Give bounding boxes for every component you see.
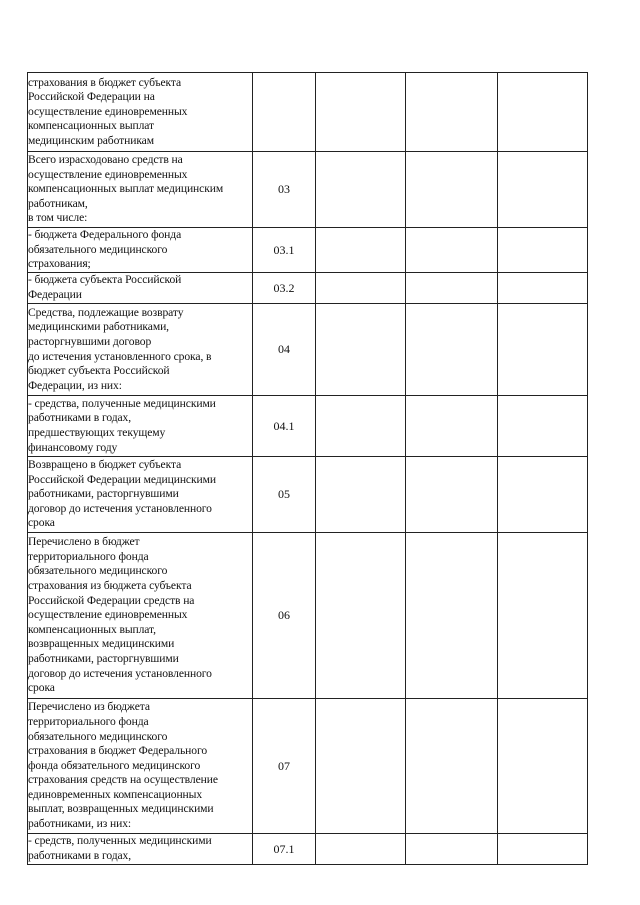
value-cell bbox=[315, 73, 405, 152]
value-cell bbox=[405, 396, 497, 457]
value-cell bbox=[315, 152, 405, 228]
table-row bbox=[28, 152, 588, 228]
row-name-cell: Перечислено из бюджета территориального фонда обязательного медицинского страхования в бюджет Федерального фонда обязательного медицинского страхования средств на осуществление единовременных компенсационных выплат, возвращенных медицинскими работниками, из них: bbox=[28, 699, 253, 834]
value-cell bbox=[405, 834, 497, 865]
value-cell bbox=[315, 304, 405, 396]
value-cell bbox=[315, 273, 405, 304]
table-row bbox=[28, 273, 588, 304]
row-code-cell: 03.1 bbox=[253, 228, 315, 273]
value-cell bbox=[405, 457, 497, 533]
row-name-cell: - средства, полученные медицинскими работниками в годах, предшествующих текущему финансовому году bbox=[28, 396, 253, 457]
value-cell bbox=[315, 533, 405, 699]
value-cell bbox=[497, 273, 587, 304]
row-name-cell: страхования в бюджет субъекта Российской Федерации на осуществление единовременных компенсационных выплат медицинским работникам bbox=[28, 73, 253, 152]
row-code-cell: 04.1 bbox=[253, 396, 315, 457]
value-cell bbox=[497, 73, 587, 152]
table-row bbox=[28, 834, 588, 865]
value-cell bbox=[315, 699, 405, 834]
report-table bbox=[27, 72, 588, 865]
value-cell bbox=[497, 834, 587, 865]
table-row bbox=[28, 73, 588, 152]
value-cell bbox=[405, 304, 497, 396]
value-cell bbox=[405, 699, 497, 834]
table-row bbox=[28, 457, 588, 533]
table-row bbox=[28, 699, 588, 834]
row-name-cell: - бюджета субъекта Российской Федерации bbox=[28, 273, 253, 304]
row-name-cell: - бюджета Федерального фонда обязательного медицинского страхования; bbox=[28, 228, 253, 273]
value-cell bbox=[315, 228, 405, 273]
value-cell bbox=[405, 73, 497, 152]
value-cell bbox=[497, 533, 587, 699]
row-code-cell: 05 bbox=[253, 457, 315, 533]
value-cell bbox=[405, 533, 497, 699]
value-cell bbox=[405, 273, 497, 304]
row-name-cell: Средства, подлежащие возврату медицинскими работниками, расторгнувшими договор до истечения установленного срока, в бюджет субъекта Российской Федерации, из них: bbox=[28, 304, 253, 396]
value-cell bbox=[315, 457, 405, 533]
value-cell bbox=[497, 304, 587, 396]
row-name-cell: Возвращено в бюджет субъекта Российской Федерации медицинскими работниками, расторгнувшими договор до истечения установленного срока bbox=[28, 457, 253, 533]
table-row bbox=[28, 396, 588, 457]
row-name-cell: Перечислено в бюджет территориального фонда обязательного медицинского страхования из бюджета субъекта Российской Федерации средств на осуществление единовременных компенсационных выплат, возвращенных медицинскими работниками, расторгнувшими договор до истечения установленного срока bbox=[28, 533, 253, 699]
value-cell bbox=[497, 699, 587, 834]
row-name-cell: Всего израсходовано средств на осуществление единовременных компенсационных выплат медицинским работникам, в том числе: bbox=[28, 152, 253, 228]
value-cell bbox=[497, 152, 587, 228]
row-code-cell: 07.1 bbox=[253, 834, 315, 865]
value-cell bbox=[315, 396, 405, 457]
value-cell bbox=[405, 228, 497, 273]
value-cell bbox=[497, 396, 587, 457]
row-code-cell: 03.2 bbox=[253, 273, 315, 304]
row-code-cell bbox=[253, 73, 315, 152]
row-code-cell: 04 bbox=[253, 304, 315, 396]
table-row bbox=[28, 228, 588, 273]
value-cell bbox=[315, 834, 405, 865]
row-code-cell: 07 bbox=[253, 699, 315, 834]
table-row bbox=[28, 533, 588, 699]
row-code-cell: 03 bbox=[253, 152, 315, 228]
table-row bbox=[28, 304, 588, 396]
value-cell bbox=[405, 152, 497, 228]
value-cell bbox=[497, 457, 587, 533]
value-cell bbox=[497, 228, 587, 273]
row-code-cell: 06 bbox=[253, 533, 315, 699]
row-name-cell: - средств, полученных медицинскими работниками в годах, bbox=[28, 834, 253, 865]
